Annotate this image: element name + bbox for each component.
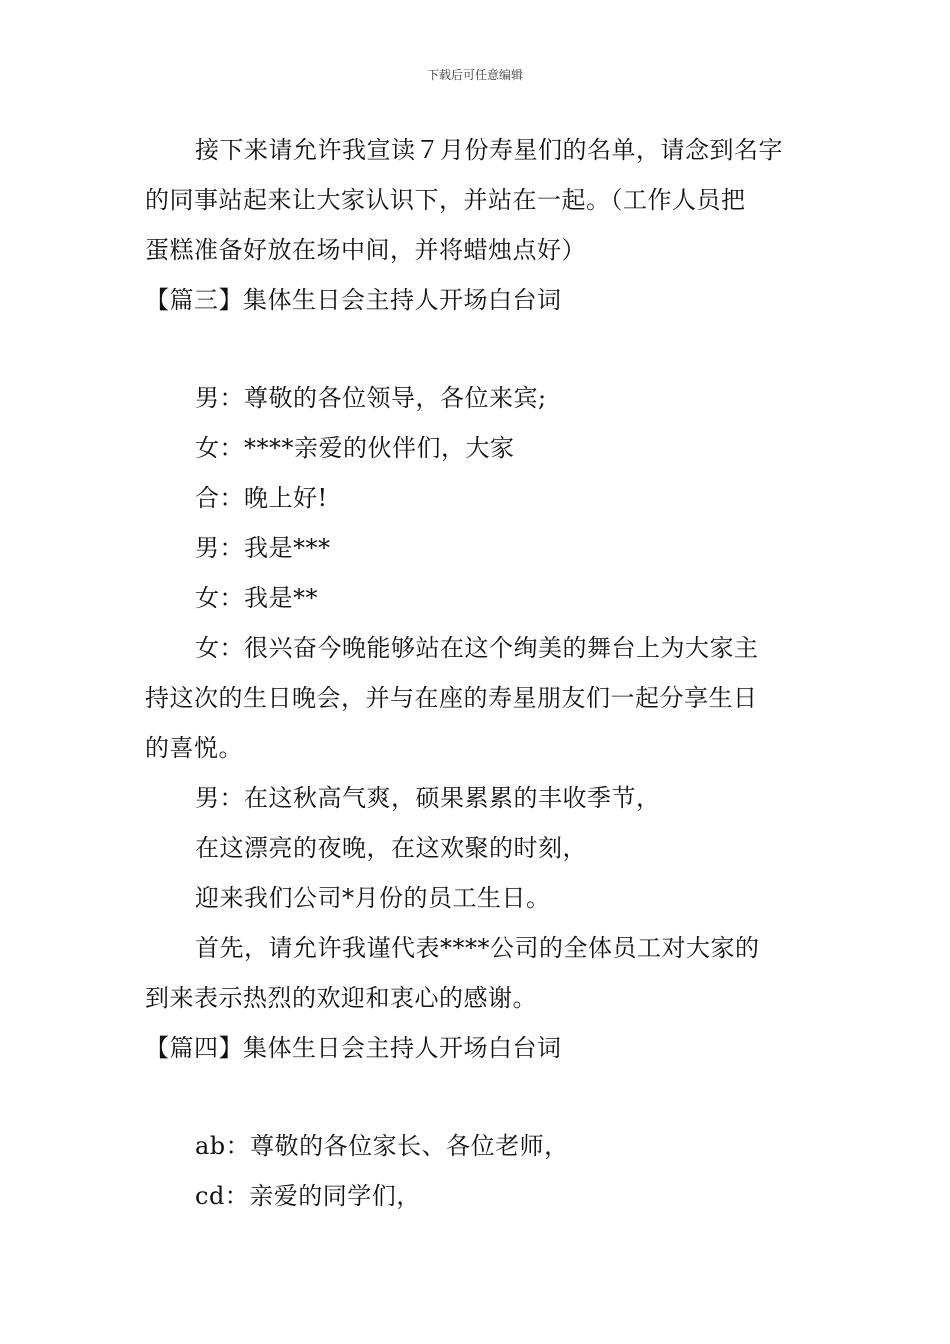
dialogue-line: 男：在这秋高气爽，硕果累累的丰收季节， — [195, 784, 661, 812]
dialogue-line: 女：很兴奋今晚能够站在这个绚美的舞台上为大家主 — [195, 634, 759, 662]
dialogue-line: ab：尊敬的各位家长、各位老师， — [195, 1132, 569, 1160]
dialogue-line: 女：****亲爱的伙伴们，大家 — [195, 434, 515, 462]
dialogue-line: 持这次的生日晚会，并与在座的寿星朋友们一起分享生日 — [145, 684, 758, 712]
paragraph-line: 的同事站起来让大家认识下，并站在一起。（工作人员把 — [145, 186, 746, 214]
dialogue-line: 男：尊敬的各位领导，各位来宾; — [195, 384, 547, 412]
section-heading: 【篇四】集体生日会主持人开场白台词 — [145, 1034, 562, 1062]
dialogue-line: cd：亲爱的同学们， — [195, 1182, 421, 1210]
dialogue-line: 迎来我们公司*月份的员工生日。 — [195, 884, 551, 912]
dialogue-line: 女：我是** — [195, 584, 318, 612]
dialogue-line: 到来表示热烈的欢迎和衷心的感谢。 — [145, 984, 537, 1012]
dialogue-line: 在这漂亮的夜晚，在这欢聚的时刻， — [195, 834, 587, 862]
paragraph-line: 接下来请允许我宣读７月份寿星们的名单，请念到名字 — [195, 136, 783, 164]
paragraph-line: 蛋糕准备好放在场中间，并将蜡烛点好） — [145, 236, 586, 264]
page-header: 下载后可任意编辑 — [426, 68, 523, 82]
dialogue-line: 合：晚上好! — [195, 484, 328, 512]
dialogue-line: 首先，请允许我谨代表****公司的全体员工对大家的 — [195, 934, 760, 962]
dialogue-line: 男：我是*** — [195, 534, 331, 562]
dialogue-line: 的喜悦。 — [145, 734, 243, 762]
section-heading: 【篇三】集体生日会主持人开场白台词 — [145, 286, 562, 314]
